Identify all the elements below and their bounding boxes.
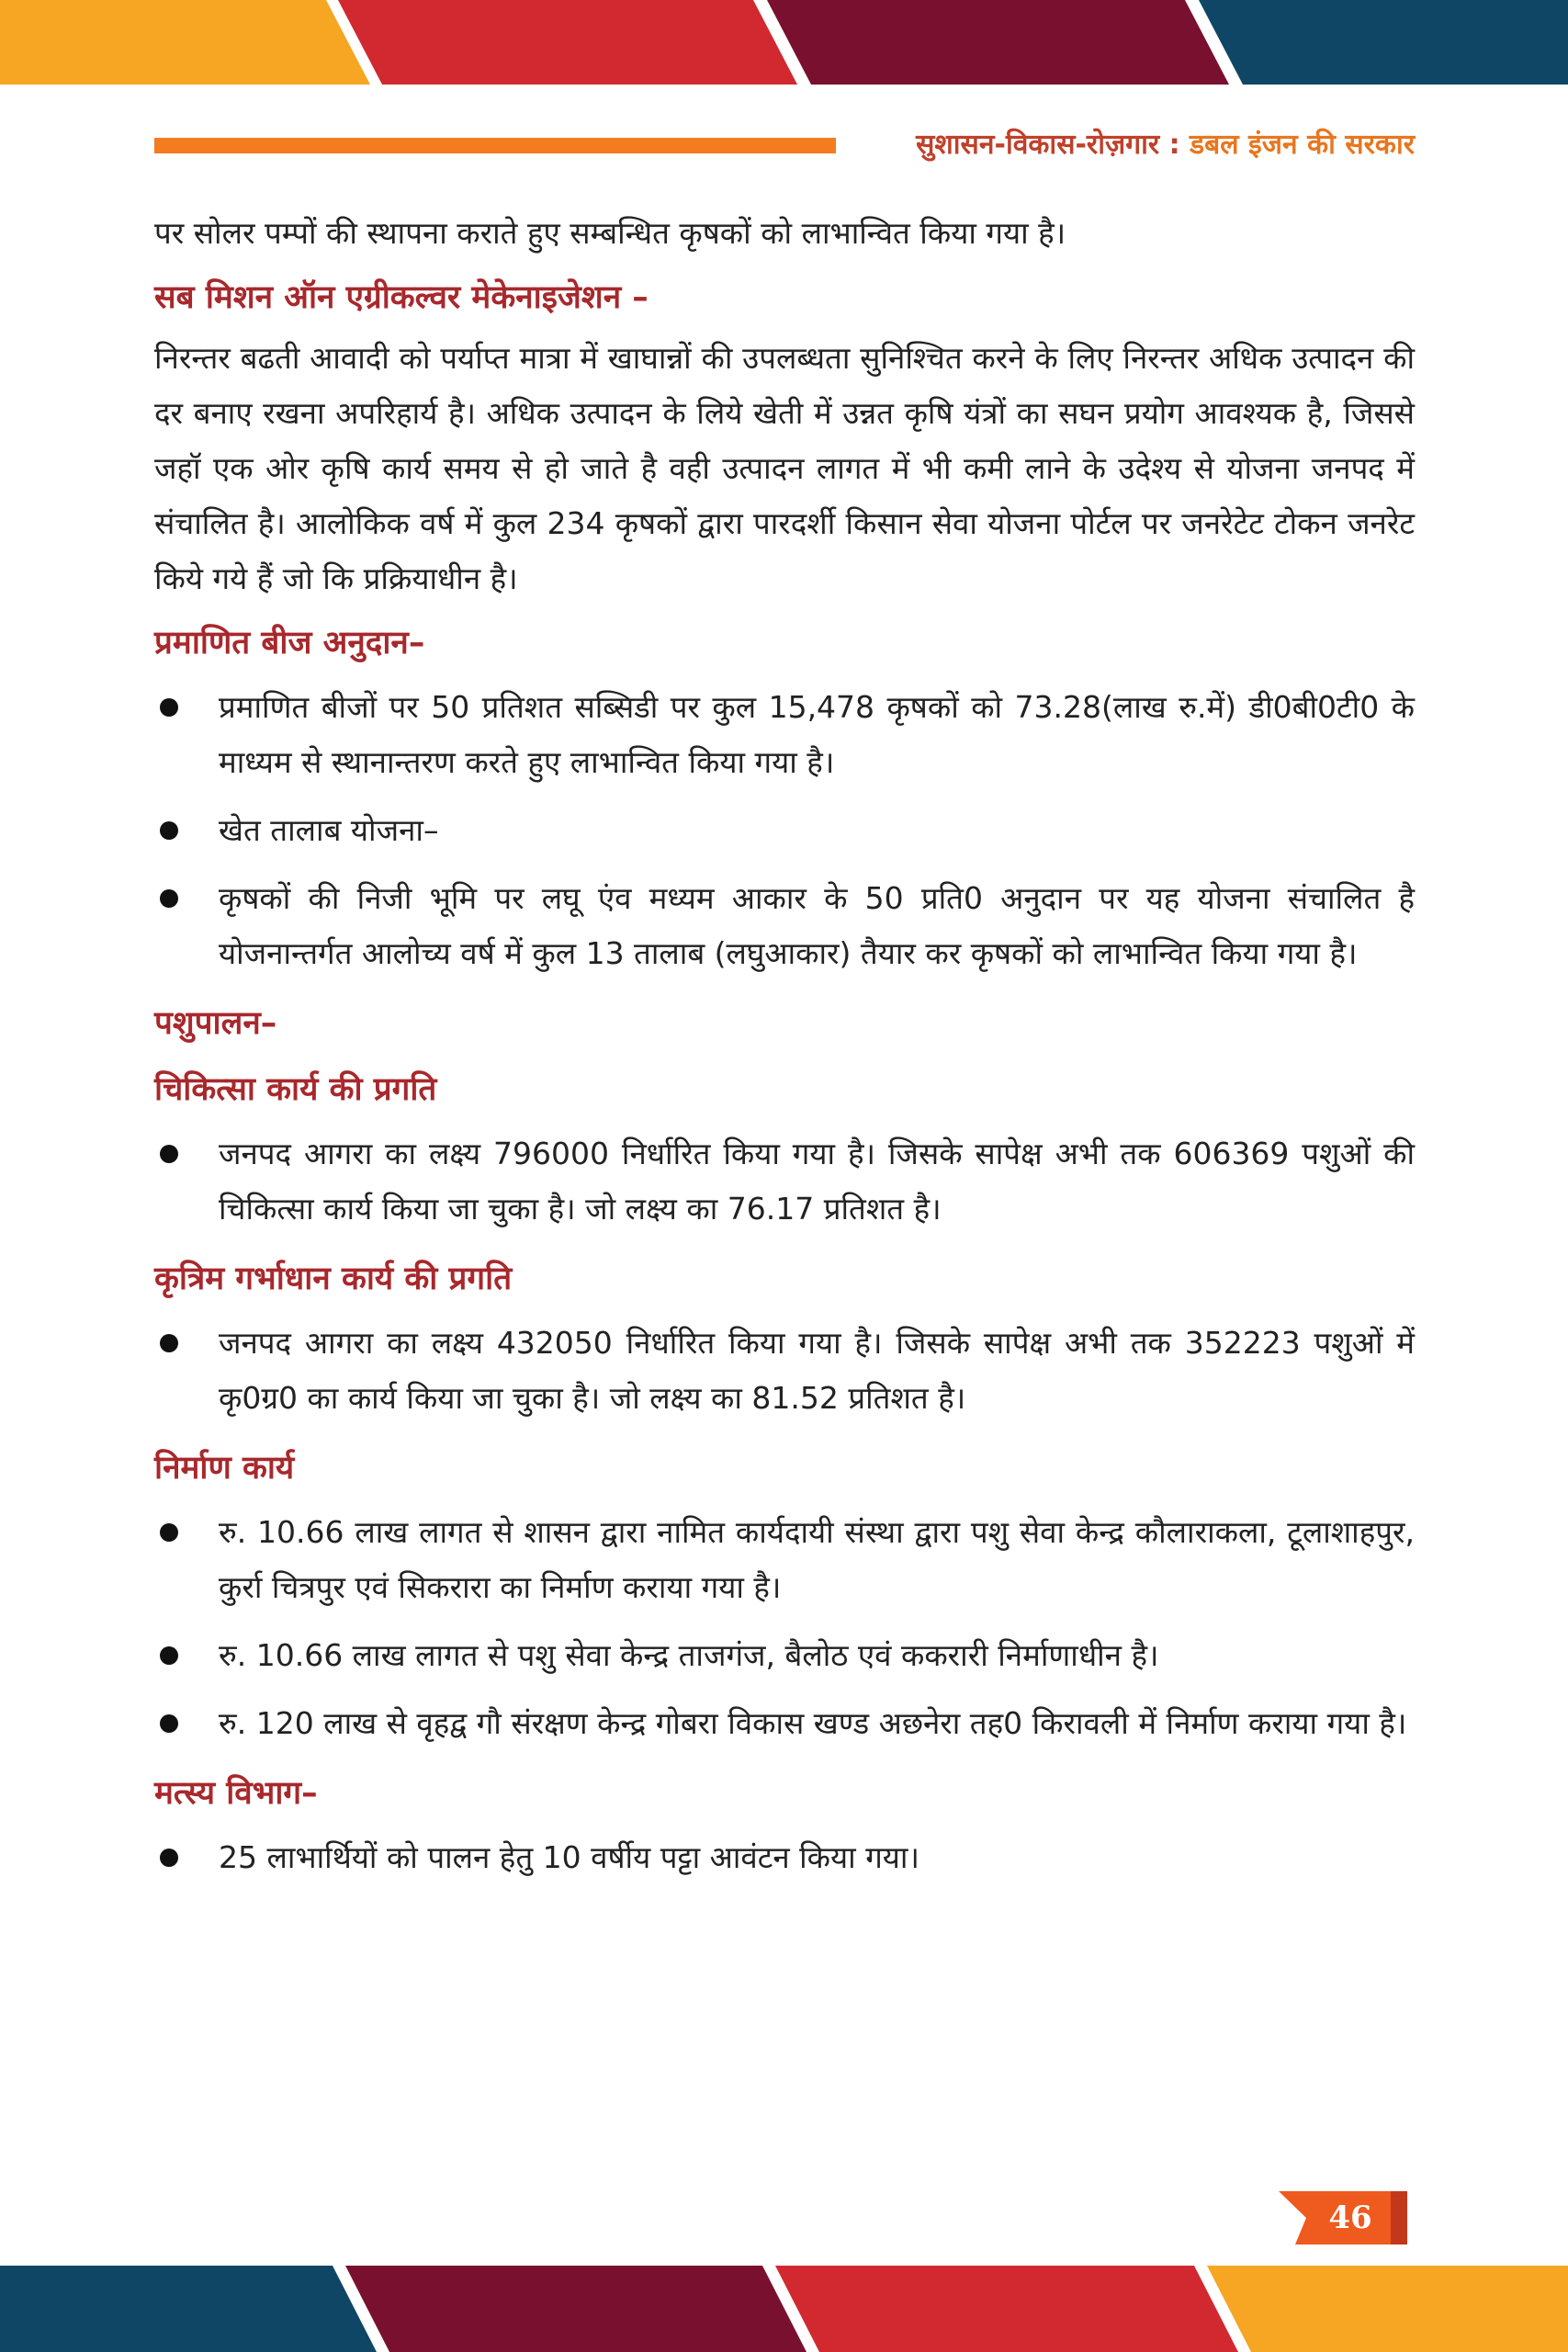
top-stripe-maroon bbox=[767, 0, 1229, 85]
list-item-text: खेत तालाब योजना– bbox=[219, 812, 439, 848]
list-item-text: रु. 10.66 लाख लागत से शासन द्वारा नामित कार्यदायी संस्था द्वारा पशु सेवा केन्द्र कौलाराकला, टूलाशाहपुर, कुर्रा चित्रपुर एवं सिकरारा का निर्माण कराया गया है। bbox=[219, 1514, 1415, 1605]
fisheries-list bbox=[154, 1830, 1415, 1885]
list-item bbox=[154, 1126, 1415, 1237]
section-heading-insemination-progress: कृत्रिम गर्भाधान कार्य की प्रगति bbox=[154, 1261, 513, 1297]
list-item-text: रु. 10.66 लाख लागत से पशु सेवा केन्द्र ताजगंज, बैलोठ एवं ककरारी निर्माणाधीन है। bbox=[219, 1637, 1159, 1673]
header-title bbox=[916, 127, 1415, 164]
top-stripe-orange bbox=[0, 0, 370, 85]
list-item bbox=[154, 1830, 1415, 1885]
intro-line: पर सोलर पम्पों की स्थापना कराते हुए सम्बन्धित कृषकों को लाभान्वित किया गया है। bbox=[154, 215, 1066, 251]
top-stripe-navy bbox=[1199, 0, 1568, 85]
top-stripe-red bbox=[338, 0, 797, 85]
section-heading-treatment-progress: चिकित्सा कार्य की प्रगति bbox=[154, 1071, 437, 1108]
top-decorative-band bbox=[0, 0, 1568, 85]
header-title-part2: डबल इंजन की सरकार bbox=[1179, 129, 1415, 161]
bottom-stripe-navy bbox=[0, 2266, 377, 2352]
bullet-dot-icon bbox=[160, 821, 178, 840]
list-item-text: जनपद आगरा का लक्ष्य 796000 निर्धारित किया गया है। जिसके सापेक्ष अभी तक 606369 पशुओं की चिकित्सा कार्य किया जा चुका है। जो लक्ष्य का 76.17 प्रतिशत है। bbox=[219, 1136, 1415, 1227]
bottom-stripe-maroon bbox=[345, 2266, 807, 2352]
page-number-tab bbox=[1279, 2191, 1407, 2245]
treatment-progress-list bbox=[154, 1126, 1415, 1237]
bullet-dot-icon bbox=[160, 1334, 178, 1352]
bullet-dot-icon bbox=[160, 1646, 178, 1665]
mechanization-paragraph: निरन्तर बढती आवादी को पर्याप्त मात्रा में खाघान्नों की उपलब्धता सुनिश्चित करने के लिए निरन्तर अधिक उत्पादन की दर बनाए रखना अपरिहार्य है। अधिक उत्पादन के लिये खेती में उन्नत कृषि यंत्रों का सघन प्रयोग आवश्यक है, जिससे जहॉ एक ओर कृषि कार्य समय से हो जाते है वही उत्पादन लागत में भी कमी लाने के उदेश्य से योजना जनपद में संचालित है। आलोकिक वर्ष में कुल 234 कृषकों द्वारा पारदर्शी किसान सेवा योजना पोर्टल पर जनरेटेट टोकन जनरेट किये गये हैं जो कि प्रक्रियाधीन है। bbox=[154, 340, 1415, 596]
list-item bbox=[154, 803, 1415, 858]
list-item-text: रु. 120 लाख से वृहद्व गौ संरक्षण केन्द्र गोबरा विकास खण्ड अछनेरा तह0 किरावली में निर्माण कराया गया है। bbox=[219, 1705, 1407, 1741]
list-item-text: जनपद आगरा का लक्ष्य 432050 निर्धारित किया गया है। जिसके सापेक्ष अभी तक 352223 पशुओं में कृ0ग्र0 का कार्य किया जा चुका है। जो लक्ष्य का 81.52 प्रतिशत है। bbox=[219, 1325, 1415, 1416]
document-body bbox=[154, 206, 1415, 1898]
running-header bbox=[154, 127, 1415, 164]
section-heading-construction: निर्माण कार्य bbox=[154, 1450, 295, 1487]
bullet-dot-icon bbox=[160, 698, 178, 717]
list-item bbox=[154, 680, 1415, 790]
bottom-decorative-band bbox=[0, 2266, 1568, 2352]
list-item-text: कृषकों की निजी भूमि पर लघू एंव मध्यम आकार के 50 प्रति0 अनुदान पर यह योजना संचालित है योजनान्तर्गत आलोच्य वर्ष में कुल 13 तालाब (लघुआकार) तैयार कर कृषकों को लाभान्वित किया गया है। bbox=[219, 880, 1415, 971]
list-item-text: प्रमाणित बीजों पर 50 प्रतिशत सब्सिडी पर कुल 15,478 कृषकों को 73.28(लाख रु.में) डी0बी0टी0 के माध्यम से स्थानान्तरण करते हुए लाभान्वित किया गया है। bbox=[219, 689, 1415, 780]
construction-list bbox=[154, 1505, 1415, 1751]
list-item bbox=[154, 1505, 1415, 1615]
section-heading-animal-husbandry: पशुपालन– bbox=[154, 1005, 277, 1042]
bullet-dot-icon bbox=[160, 1714, 178, 1733]
bottom-stripe-orange bbox=[1207, 2266, 1568, 2352]
bullet-dot-icon bbox=[160, 1145, 178, 1163]
insemination-progress-list bbox=[154, 1316, 1415, 1426]
list-item-text: 25 लाभार्थियों को पालन हेतु 10 वर्षीय पट्टा आवंटन किया गया। bbox=[219, 1839, 919, 1875]
bottom-stripe-red bbox=[775, 2266, 1238, 2352]
bullet-dot-icon bbox=[160, 889, 178, 908]
bullet-dot-icon bbox=[160, 1523, 178, 1542]
header-rule bbox=[154, 138, 836, 153]
list-item bbox=[154, 871, 1415, 981]
section-heading-fisheries: मत्स्य विभाग– bbox=[154, 1775, 318, 1812]
page-tab-edge bbox=[1391, 2191, 1407, 2245]
bullet-dot-icon bbox=[160, 1849, 178, 1867]
top-band-stripes bbox=[0, 0, 1568, 85]
bottom-band-stripes bbox=[0, 2266, 1568, 2352]
header-title-part1: सुशासन-विकास-रोज़गार : bbox=[916, 129, 1180, 161]
section-heading-seed-subsidy: प्रमाणित बीज अनुदान– bbox=[154, 625, 425, 662]
list-item bbox=[154, 1628, 1415, 1683]
list-item bbox=[154, 1696, 1415, 1751]
list-item bbox=[154, 1316, 1415, 1426]
section-heading-mechanization: सब मिशन ऑन एग्रीकल्वर मेकेनाइजेशन – bbox=[154, 279, 649, 316]
seed-subsidy-list bbox=[154, 680, 1415, 981]
page-number: 46 bbox=[1328, 2199, 1372, 2236]
